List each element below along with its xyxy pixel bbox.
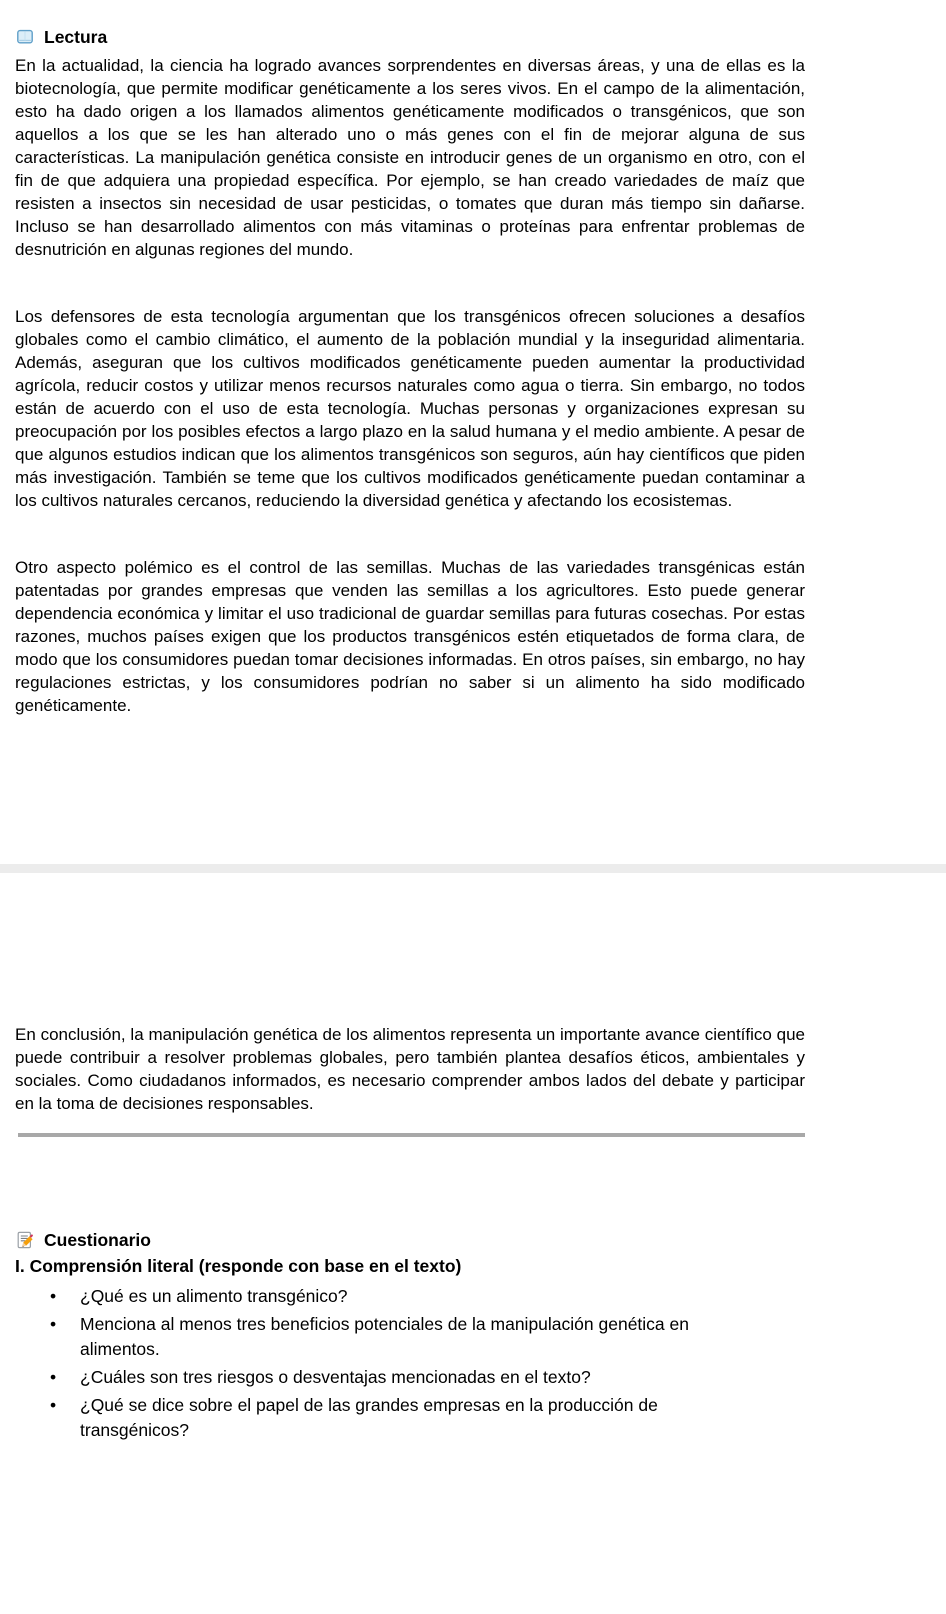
- lectura-paragraph-2: Los defensores de esta tecnología argumentan que los transgénicos ofrecen soluciones a desafíos globales como el cambio climático, el aumento de la población mundial y la inseguridad alimentaria. Además, aseguran que los cultivos modificados genéticamente pueden aumentar la productividad agrícola, reducir costos y utilizar menos recursos naturales como agua o tierra. Sin embargo, no todos están de acuerdo con el uso de esta tecnología. Muchas personas y organizaciones expresan su preocupación por los posibles efectos a largo plazo en la salud humana y el medio ambiente. A pesar de que algunos estudios indican que los alimentos transgénicos son seguros, aún hay científicos que piden más investigación. También se teme que los cultivos modificados genéticamente puedan contaminar a los cultivos naturales cercanos, reduciendo la diversidad genética y afectando los ecosistemas.: [15, 307, 805, 510]
- question-item-2: • Menciona al menos tres beneficios potenciales de la manipulación genética en alimentos.: [50, 1312, 760, 1362]
- book-icon: [15, 27, 35, 47]
- cuestionario-title: Cuestionario: [44, 1230, 151, 1250]
- lectura-paragraph-3: Otro aspecto polémico es el control de las semillas. Muchas de las variedades transgénicas están patentadas por grandes empresas que venden las semillas a los agricultores. Esto puede generar dependencia económica y limitar el uso tradicional de guardar semillas para futuras cosechas. Por estas razones, muchos países exigen que los productos transgénicos estén etiquetados de forma clara, de modo que los consumidores puedan tomar decisiones informadas. En otros países, sin embargo, no hay regulaciones estrictas, y los consumidores podrían no saber si un alimento ha sido modificado genéticamente.: [15, 558, 805, 715]
- lectura-paragraph-1: En la actualidad, la ciencia ha logrado avances sorprendentes en diversas áreas, y una de ellas es la biotecnología, que permite modificar genéticamente a los seres vivos. En el campo de la alimentación, esto ha dado origen a los llamados alimentos genéticamente modificados o transgénicos, que son aquellos a los que se les han alterado uno o más genes con el fin de mejorar alguna de sus características. La manipulación genética consiste en introducir genes de un organismo en otro, con el fin de que adquiera una propiedad específica. Por ejemplo, se han creado variedades de maíz que resisten a insectos sin necesidad de usar pesticidas, o tomates que duran más tiempo sin dañarse. Incluso se han desarrollado alimentos con más vitaminas o proteínas para enfrentar problemas de desnutrición en algunas regiones del mundo.: [15, 56, 805, 259]
- question-list: [15, 1284, 805, 1443]
- page-top-whitespace: [0, 873, 946, 1023]
- page-break-divider: [0, 864, 946, 873]
- pre-cuestionario-whitespace: [15, 1137, 805, 1229]
- conclusion-paragraph: En conclusión, la manipulación genética de los alimentos representa un importante avance científico que puede contribuir a resolver problemas globales, pero también plantea desafíos éticos, ambientales y sociales. Como ciudadanos informados, es necesario comprender ambos lados del debate y participar en la toma de decisiones responsables.: [15, 1025, 805, 1113]
- section-1-heading: I. Comprensión literal (responde con base en el texto): [15, 1256, 462, 1276]
- question-item-4: • ¿Qué se dice sobre el papel de las grandes empresas en la producción de transgénicos?: [50, 1393, 760, 1443]
- question-item-3: • ¿Cuáles son tres riesgos o desventajas mencionadas en el texto?: [50, 1365, 760, 1390]
- memo-pencil-icon: [15, 1230, 35, 1250]
- lectura-title: Lectura: [44, 27, 108, 47]
- question-item-1: • ¿Qué es un alimento transgénico?: [50, 1284, 760, 1309]
- cuestionario-header: [15, 1229, 805, 1251]
- page-bottom-whitespace: [0, 717, 946, 864]
- lectura-header: [15, 26, 805, 48]
